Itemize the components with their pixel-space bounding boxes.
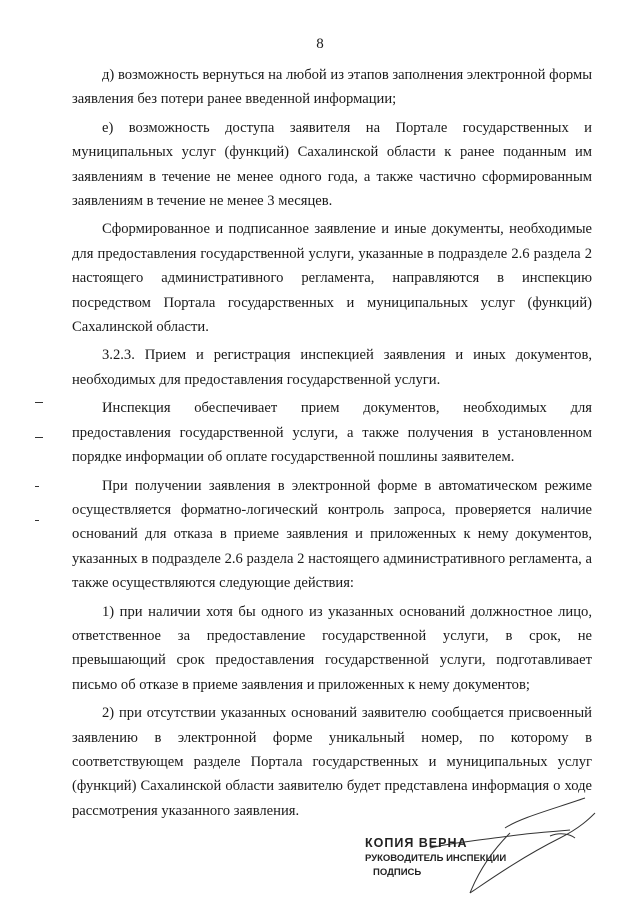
margin-mark	[35, 486, 39, 487]
paragraph: 2) при отсутствии указанных оснований заявителю сообщается присвоенный заявлению в электронной форме уникальный номер, по которому в соответствующем разделе Портала государственных и муниципальных услуг (функций) Сахалинской области заявителю будет представлена информация о ходе рассмотрения указанного заявления.	[72, 705, 592, 819]
margin-mark	[35, 520, 39, 521]
page-number: 8	[316, 36, 324, 52]
document-body	[72, 63, 592, 827]
paragraph: е) возможность доступа заявителя на Портале государственных и муниципальных услуг (функций) Сахалинской области к ранее поданным им заявлениям в течение не менее одного года, а также частично сформированным заявлениям в течение не менее 3 месяцев.	[72, 119, 592, 210]
paragraph: Сформированное и подписанное заявление и иные документы, необходимые для предоставления государственной услуги, указанные в подразделе 2.6 раздела 2 настоящего административного регламента, направляются в инспекцию посредством Портала государственных и муниципальных услуг (функций) Сахалинской области.	[72, 221, 592, 336]
paragraph: 3.2.3. Прием и регистрация инспекцией заявления и иных документов, необходимых для предоставления государственной услуги.	[72, 347, 592, 388]
stamp-title: КОПИЯ ВЕРНА	[365, 836, 468, 850]
paragraph: Инспекция обеспечивает прием документов, необходимых для предоставления государственной услуги, а также получения в установленном порядке информации об оплате государственной пошлины заявителем.	[72, 400, 592, 466]
paragraph: д) возможность вернуться на любой из этапов заполнения электронной формы заявления без потери ранее введенной информации;	[72, 67, 592, 108]
margin-mark	[35, 402, 43, 403]
paragraph: 1) при наличии хотя бы одного из указанных оснований должностное лицо, ответственное за предоставление государственной услуги, в срок, не превышающий срок предоставления государственной услуги, подготавливает письмо об отказе в приеме заявления и приложенных к нему документов;	[72, 603, 592, 693]
stamp-position: РУКОВОДИТЕЛЬ ИНСПЕКЦИИ	[365, 853, 507, 864]
certification-stamp	[365, 836, 506, 878]
stamp-signature-label: ПОДПИСЬ	[373, 867, 422, 878]
paragraph: При получении заявления в электронной форме в автоматическом режиме осуществляется форматно-логический контроль запроса, проверяется наличие оснований для отказа в приеме заявления и приложенных к нему документов, указанных в подразделе 2.6 раздела 2 настоящего административного регламента, а также осуществляются следующие действия:	[72, 477, 592, 592]
margin-mark	[35, 437, 43, 438]
